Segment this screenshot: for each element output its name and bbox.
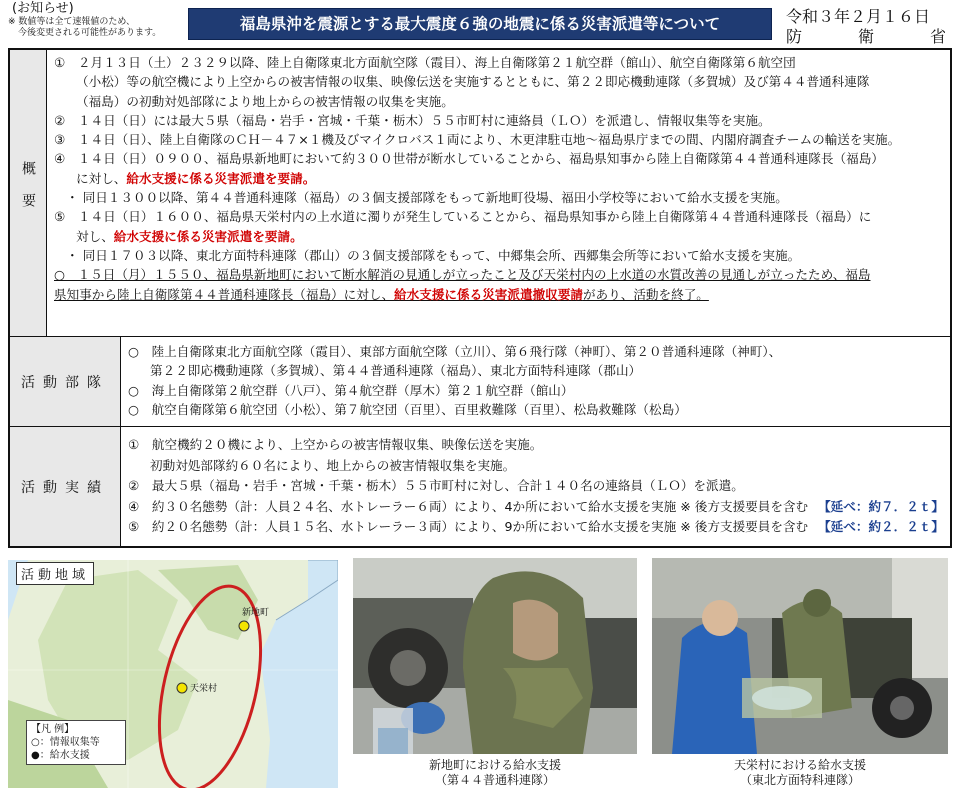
overview-line: ③ １４日（日）、陸上自衛隊のＣＨ－４７×１機及びマイクロバス１両により、木更津駐屯地～福島県庁までの間、内閣府調査チームの輸送を実施。 [54, 132, 901, 148]
notice-note [8, 17, 188, 39]
overview-text: 対し、 [76, 228, 114, 244]
dispatch-request-emphasis: 給水支援に係る災害派遣を要請。 [113, 228, 303, 244]
org-char: 防 [786, 27, 803, 46]
results-line: ① 航空機約２０機により、上空からの被害情報収集、映像伝送を実施。 [128, 437, 543, 452]
results-text: ⑤ 約２０名態勢（計：人員１５名、水トレーラー３両）により、9か所において給水支援を実施 ※ 後方支援要員を含む [128, 519, 809, 534]
overview-line: ⑤ １４日（日）１６００、福島県天栄村内の上水道に濁りが発生していることから、福島県知事から陸上自衛隊第４４普通科連隊長（福島）に [54, 209, 872, 225]
notice-note-line1: ※ 数値等は全て速報値のため、 [8, 17, 136, 27]
water-support-marker [239, 621, 249, 631]
overview-line: ① ２月１３日（土）２３２９以降、陸上自衛隊東北方面航空隊（霞目）、海上自衛隊第２１航空群（館山）、航空自衛隊第６航空団 [54, 55, 796, 70]
legend-water-item: ●：給水支援 [31, 750, 90, 761]
summary-table [8, 48, 952, 548]
overview-line: （小松）等の航空機により上空からの被害情報の収集、映像伝送を実施するとともに、第２２即応機動連隊（多賀城）及び第４４普通科連隊 [76, 74, 870, 90]
units-body [120, 337, 950, 426]
photo2-caption-line2: （東北方面特科連隊） [739, 773, 860, 787]
organization-name [786, 27, 946, 47]
units-line: 第２２即応機動連隊（多賀城）、第４４普通科連隊（福島）、東北方面特科連隊（郡山） [150, 363, 642, 379]
water-support-marker [177, 683, 187, 693]
photo-shinchi-water-support [353, 558, 637, 754]
town-label-tenei: 天栄村 [190, 684, 218, 694]
results-body [120, 427, 950, 546]
results-heading: 活動実績 [10, 427, 121, 546]
overview-line: ② １４日（日）には最大５県（福島・岩手・宮城・千葉・栃木）５５市町村に連絡員（ＬＯ）を派遣し、情報収集等を実施。 [54, 112, 771, 128]
withdrawal-request-emphasis: 給水支援に係る災害派遣撤収要請 [394, 286, 583, 302]
dispatch-request-emphasis: 給水支援に係る災害派遣を要請。 [126, 170, 316, 186]
results-line: ② 最大５県（福島・岩手・宮城・千葉・栃木）５５市町村に対し、合計１４０名の連絡員（ＬＯ）を派遣。 [128, 478, 744, 493]
overview-line: ・ 同日１７０３以降、東北方面特科連隊（郡山）の３個支援部隊をもって、中郷集会所、西郷集会所等において給水支援を実施。 [66, 247, 801, 263]
activity-area-map [8, 560, 338, 788]
page-title: 福島県沖を震源とする最大震度６強の地震に係る災害派遣等について [188, 8, 772, 40]
overview-line: ・ 同日１３００以降、第４４普通科連隊（福島）の３個支援部隊をもって新地町役場、福田小学校等において給水支援を実施。 [66, 190, 788, 206]
units-line: ○ 海上自衛隊第２航空群（八戸）、第４航空群（厚木）第２１航空群（館山） [128, 382, 574, 398]
org-char: 衛 [857, 27, 874, 46]
overview-line [54, 169, 944, 188]
photo2-caption-line1: 天栄村における給水支援 [733, 758, 866, 772]
notice-note-line2: 今後変更される可能性があります。 [18, 28, 162, 38]
overview-line [54, 227, 944, 246]
town-label-shinchi: 新地町 [242, 608, 270, 618]
photo1-caption-line2: （第４４普通科連隊） [434, 773, 555, 787]
overview-body [46, 50, 950, 336]
photo1-caption-line1: 新地町における給水支援 [428, 758, 561, 772]
units-section [10, 336, 950, 426]
overview-line [54, 285, 944, 304]
overview-section [10, 50, 950, 336]
map-legend [26, 720, 126, 765]
results-section [10, 426, 950, 546]
overview-text: に対し、 [76, 170, 127, 186]
results-line [128, 517, 944, 538]
overview-line: ○ １５日（月）１５５０、福島県新地町において断水解消の見通しが立ったこと及び天栄村内の上水道の水質改善の見通しが立ったため、福島 [54, 267, 871, 283]
units-line: ○ 航空自衛隊第６航空団（小松）、第７航空団（百里）、百里救難隊（百里）、松島救難隊（松島） [128, 401, 687, 417]
legend-title: 【凡 例】 [31, 724, 75, 735]
water-total-tag: 【延べ：約７．２ｔ】 [818, 498, 944, 514]
overview-line: ④ １４日（日）０９００、福島県新地町において約３００世帯が断水していることから、福島県知事から陸上自衛隊第４４普通科連隊長（福島） [54, 151, 884, 167]
results-text: ④ 約３０名態勢（計：人員２４名、水トレーラー６両）により、4か所において給水支援を実施 ※ 後方支援要員を含む [128, 498, 809, 514]
overview-line: （福島）の初動対処部隊により地上からの被害情報の収集を実施。 [76, 93, 454, 109]
results-line [128, 497, 944, 518]
photo2-caption [700, 758, 900, 788]
overview-text: があり、活動を終了。 [582, 286, 709, 302]
units-line: ○ 陸上自衛隊東北方面航空隊（霞目）、東部方面航空隊（立川）、第６飛行隊（神町）、第２０普通科連隊（神町）、 [128, 344, 782, 359]
photo1-caption [400, 758, 590, 788]
org-char: 省 [929, 27, 946, 46]
notice-label: (お知らせ) [12, 1, 74, 16]
overview-heading: 概要 [10, 50, 47, 336]
legend-info-item: ○：情報収集等 [31, 737, 100, 748]
results-line: 初動対処部隊約６０名により、地上からの被害情報収集を実施。 [150, 457, 516, 473]
units-heading: 活動部隊 [10, 337, 121, 426]
water-total-tag: 【延べ：約２．２ｔ】 [818, 519, 944, 534]
map-title: 活動地域 [16, 562, 94, 585]
overview-text: 県知事から陸上自衛隊第４４普通科連隊長（福島）に対し、 [54, 286, 395, 302]
release-date: 令和３年２月１６日 [786, 7, 931, 26]
photo-tenei-water-support [652, 558, 948, 754]
